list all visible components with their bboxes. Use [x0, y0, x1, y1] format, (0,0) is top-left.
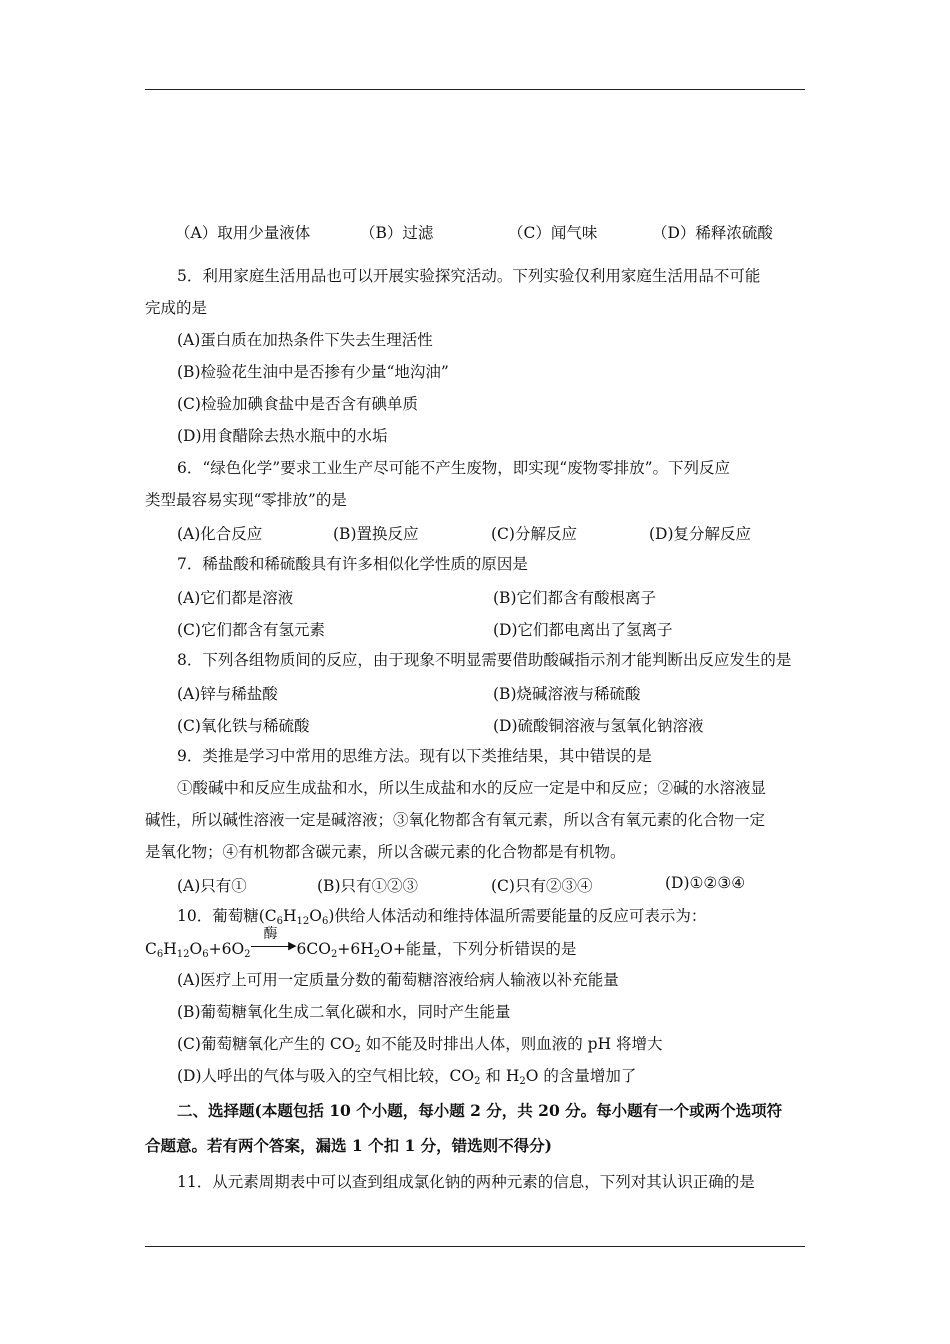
q10-equation: $C_6H_{12}O_6+6O_2$ 酶 ▶ $6CO_2+6H_2O+$能量，下列分析错误的是	[145, 926, 577, 960]
q7-option-b: (B)它们都含有酸根离子	[493, 589, 656, 607]
q7-stem: 7．稀盐酸和稀硫酸具有许多相似化学性质的原因是	[177, 555, 528, 573]
q5-option-b: (B)检验花生油中是否掺有少量“地沟油”	[177, 363, 449, 381]
q6-option-c: (C)分解反应	[491, 525, 577, 543]
q9-body-line3: 是氧化物；④有机物都含碳元素，所以含碳元素的化合物都是有机物。	[145, 843, 626, 861]
q5-stem-line2: 完成的是	[145, 299, 208, 317]
q7-option-c: (C)它们都含有氢元素	[177, 621, 325, 639]
figure-option-c: （C）闻气味	[508, 224, 598, 242]
q6-stem-line1: 6．“绿色化学”要求工业生产尽可能不产生废物，即实现“废物零排放”。下列反应	[177, 459, 731, 477]
q10-option-d: (D)人呼出的气体与吸入的空气相比较，$CO_2$ 和 $H_2O$ 的含量增加了	[177, 1067, 637, 1087]
q6-option-d: (D)复分解反应	[649, 525, 752, 543]
q11-stem: 11．从元素周期表中可以查到组成氯化钠的两种元素的信息，下列对其认识正确的是	[177, 1173, 755, 1191]
q8-option-c: (C)氧化铁与稀硫酸	[177, 717, 310, 735]
q8-option-b: (B)烧碱溶液与稀硫酸	[493, 685, 641, 703]
q9-body-line1: ①酸碱中和反应生成盐和水，所以生成盐和水的反应一定是中和反应；②碱的水溶液显	[177, 779, 767, 797]
q10-option-a: (A)医疗上可用一定质量分数的葡萄糖溶液给病人输液以补充能量	[177, 971, 619, 989]
q8-stem: 8．下列各组物质间的反应，由于现象不明显需要借助酸碱指示剂才能判断出反应发生的是	[177, 651, 792, 669]
q7-option-d: (D)它们都电离出了氢离子	[493, 621, 673, 639]
footer-rule	[145, 1246, 805, 1247]
q9-body-line2: 碱性，所以碱性溶液一定是碱溶液；③氧化物都含有氧元素，所以含有氧元素的化合物一定	[145, 811, 766, 829]
reaction-arrow-icon: 酶 ▶	[251, 938, 297, 952]
q6-option-b: (B)置换反应	[333, 525, 419, 543]
q9-option-d: (D)①②③④	[665, 874, 746, 892]
q5-stem-line1: 5．利用家庭生活用品也可以开展实验探究活动。下列实验仅利用家庭生活用品不可能	[177, 267, 761, 285]
header-rule	[145, 89, 805, 90]
q9-stem: 9．类推是学习中常用的思维方法。现有以下类推结果，其中错误的是	[177, 747, 652, 765]
q7-option-a: (A)它们都是溶液	[177, 589, 294, 607]
figure-option-a: （A）取用少量液体	[175, 224, 311, 242]
section2-heading-line2: 合题意。若有两个答案，漏选 1 个扣 1 分，错选则不得分)	[145, 1136, 552, 1155]
q9-option-c: (C)只有②③④	[491, 877, 593, 895]
q10-option-c: (C)葡萄糖氧化产生的 $CO_2$ 如不能及时排出人体，则血液的 pH 将增大	[177, 1035, 663, 1055]
q6-option-a: (A)化合反应	[177, 525, 263, 543]
q5-option-a: (A)蛋白质在加热条件下失去生理活性	[177, 331, 433, 349]
figure-option-b: （B）过滤	[360, 224, 434, 242]
q8-option-d: (D)硫酸铜溶液与氢氧化钠溶液	[493, 717, 704, 735]
q6-stem-line2: 类型最容易实现“零排放”的是	[145, 491, 347, 509]
q8-option-a: (A)锌与稀盐酸	[177, 685, 278, 703]
q5-option-d: (D)用食醋除去热水瓶中的水垢	[177, 427, 388, 445]
figure-option-d: （D）稀释浓硫酸	[652, 224, 773, 242]
q9-option-a: (A)只有①	[177, 877, 247, 895]
q10-stem: 10．葡萄糖$(C_6H_{12}O_6)$供给人体活动和维持体温所需要能量的反应可表示为：	[177, 907, 707, 927]
q5-option-c: (C)检验加碘食盐中是否含有碘单质	[177, 395, 418, 413]
q9-option-b: (B)只有①②③	[317, 877, 418, 895]
q10-option-b: (B)葡萄糖氧化生成二氧化碳和水，同时产生能量	[177, 1003, 511, 1021]
section2-heading-line1: 二、选择题(本题包括 10 个小题，每小题 2 分，共 20 分。每小题有一个或两个选项符	[177, 1101, 783, 1120]
